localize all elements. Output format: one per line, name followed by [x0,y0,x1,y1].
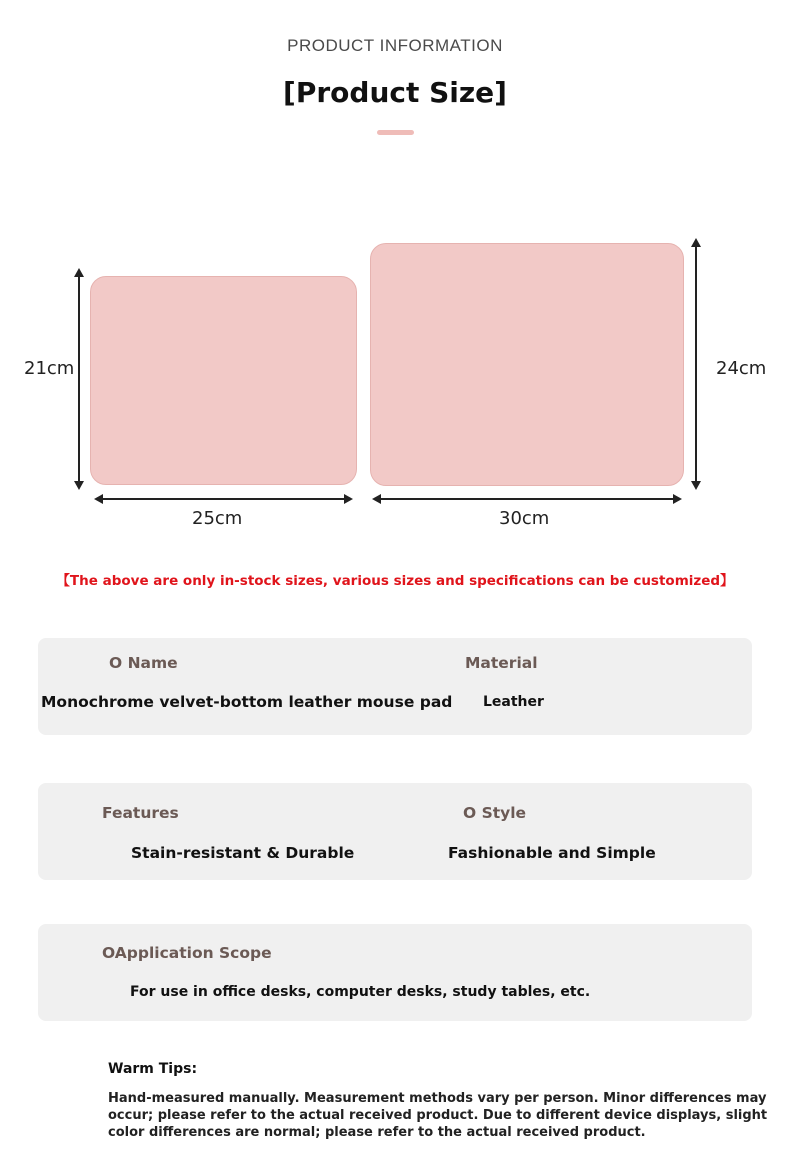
customization-notice: 【The above are only in-stock sizes, various sizes and specifications can be customized】 [56,573,734,589]
height-label-large: 24cm [716,358,767,379]
height-arrow-small [78,270,80,488]
width-label-large: 30cm [499,508,550,529]
title-underline [377,130,414,135]
mouse-pad-large [370,243,684,486]
kicker: PRODUCT INFORMATION [287,36,503,55]
scope-label: OApplication Scope [102,944,272,962]
height-arrow-large [695,240,697,488]
material-value: Leather [483,694,544,710]
features-value: Stain-resistant & Durable [131,844,355,862]
scope-value: For use in office desks, computer desks, study tables, etc. [130,984,591,1000]
features-label: Features [102,804,179,822]
style-value: Fashionable and Simple [448,844,656,862]
style-label: O Style [463,804,527,822]
width-arrow-small [96,498,351,500]
info-card-features-style [38,783,752,880]
width-arrow-large [374,498,680,500]
warm-tips-title: Warm Tips: [108,1061,198,1077]
name-label: O Name [109,654,178,672]
mouse-pad-small [90,276,357,485]
name-value: Monochrome velvet-bottom leather mouse pad [41,693,453,711]
page-title: [Product Size] [283,76,507,109]
material-label: Material [465,654,538,672]
info-card-scope [38,924,752,1021]
width-label-small: 25cm [192,508,243,529]
height-label-small: 21cm [24,358,75,379]
warm-tips-text: Hand-measured manually. Measurement methods vary per person. Minor differences may occur; please refer to the actual received product. Due to different device displays, slight color differences are normal; please refer to the actual received product. [108,1091,768,1140]
info-card-name-material [38,638,752,735]
